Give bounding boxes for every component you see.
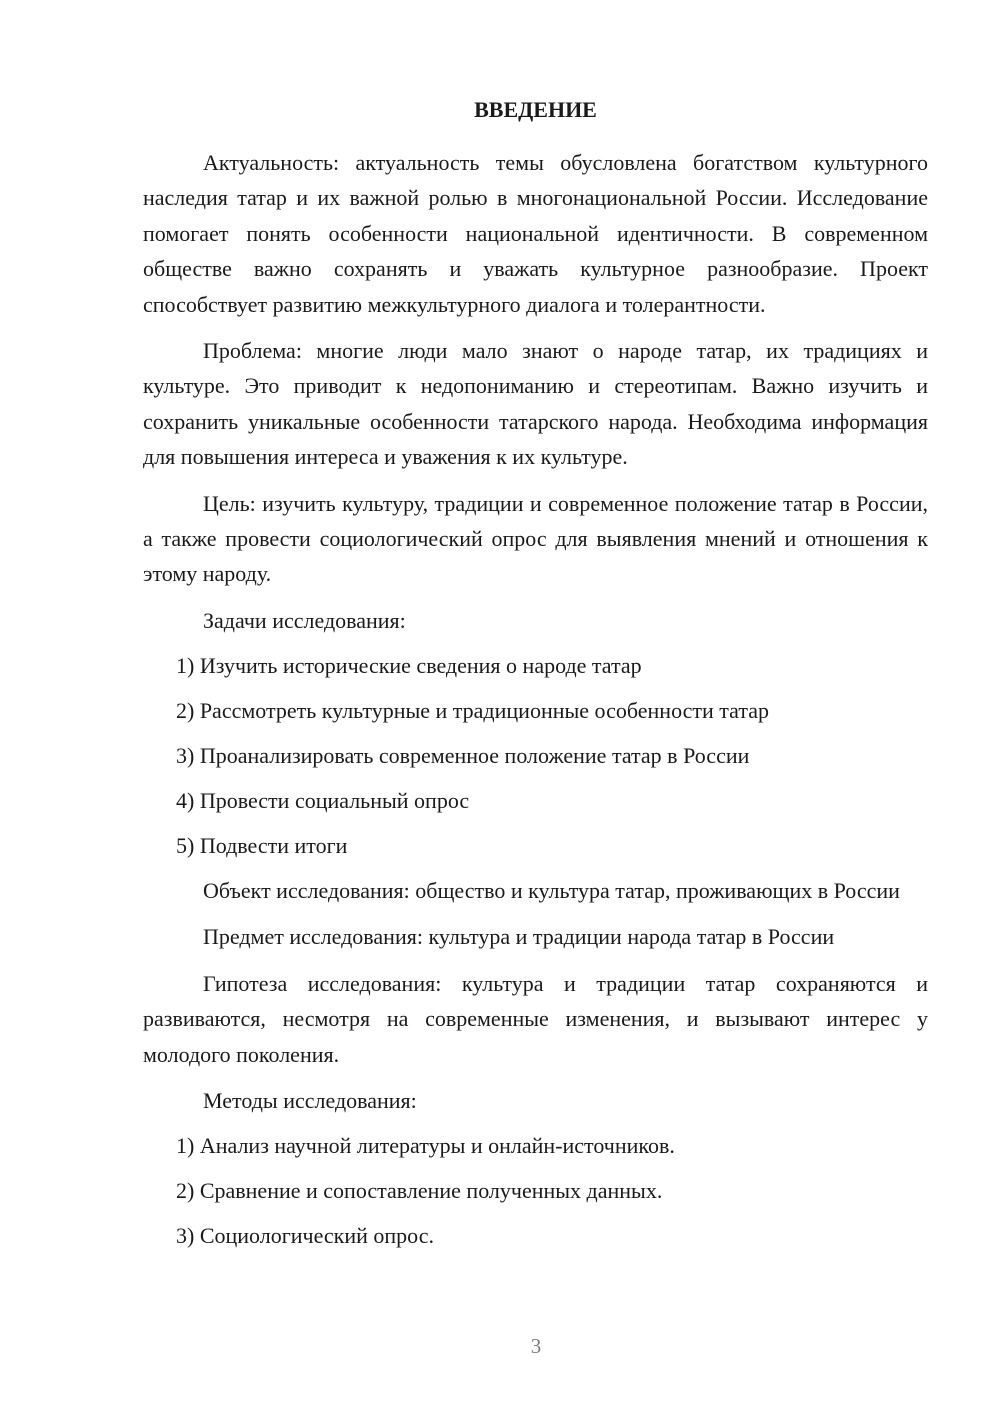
subject-paragraph: Предмет исследования: культура и традиции народа татар в России xyxy=(203,924,835,950)
hypothesis-paragraph: Гипотеза исследования: культура и традиции татар сохраняются и развиваются, несмотря на современные изменения, и вызывают интерес у молодого поколения. xyxy=(143,970,928,1067)
page-number: 3 xyxy=(530,1334,542,1358)
goal-paragraph: Цель: изучить культуру, традиции и современное положение татар в России, а также провести социологический опрос для выявления мнений и отношения к этому народу. xyxy=(143,490,928,587)
methods-title: Методы исследования: xyxy=(203,1087,417,1113)
tasks-title: Задачи исследования: xyxy=(203,607,406,633)
method-item-2: 2) Сравнение и сопоставление полученных данных. xyxy=(176,1177,663,1203)
page-title: ВВЕДЕНИЕ xyxy=(474,97,597,122)
task-item-5: 5) Подвести итоги xyxy=(176,832,348,858)
document-page xyxy=(143,96,928,1263)
object-paragraph: Объект исследования: общество и культура татар, проживающих в России xyxy=(203,877,900,903)
task-item-3: 3) Проанализировать современное положение татар в России xyxy=(176,742,750,768)
task-item-2: 2) Рассмотреть культурные и традиционные особенности татар xyxy=(176,697,769,723)
task-item-4: 4) Провести социальный опрос xyxy=(176,787,470,813)
method-item-3: 3) Социологический опрос. xyxy=(176,1222,434,1248)
relevance-paragraph: Актуальность: актуальность темы обусловлена богатством культурного наследия татар и их важной ролью в многонациональной России. Исследование помогает понять особенности национальной идентичности. В современном обществе важно сохранять и уважать культурное разнообразие. Проект способствует развитию межкультурного диалога и толерантности. xyxy=(143,150,928,317)
problem-paragraph: Проблема: многие люди мало знают о народе татар, их традициях и культуре. Это приводит к недопониманию и стереотипам. Важно изучить и сохранить уникальные особенности татарского народа. Необходима информация для повышения интереса и уважения к их культуре. xyxy=(143,338,928,470)
task-item-1: 1) Изучить исторические сведения о народе татар xyxy=(176,652,642,678)
method-item-1: 1) Анализ научной литературы и онлайн-источников. xyxy=(176,1132,675,1158)
